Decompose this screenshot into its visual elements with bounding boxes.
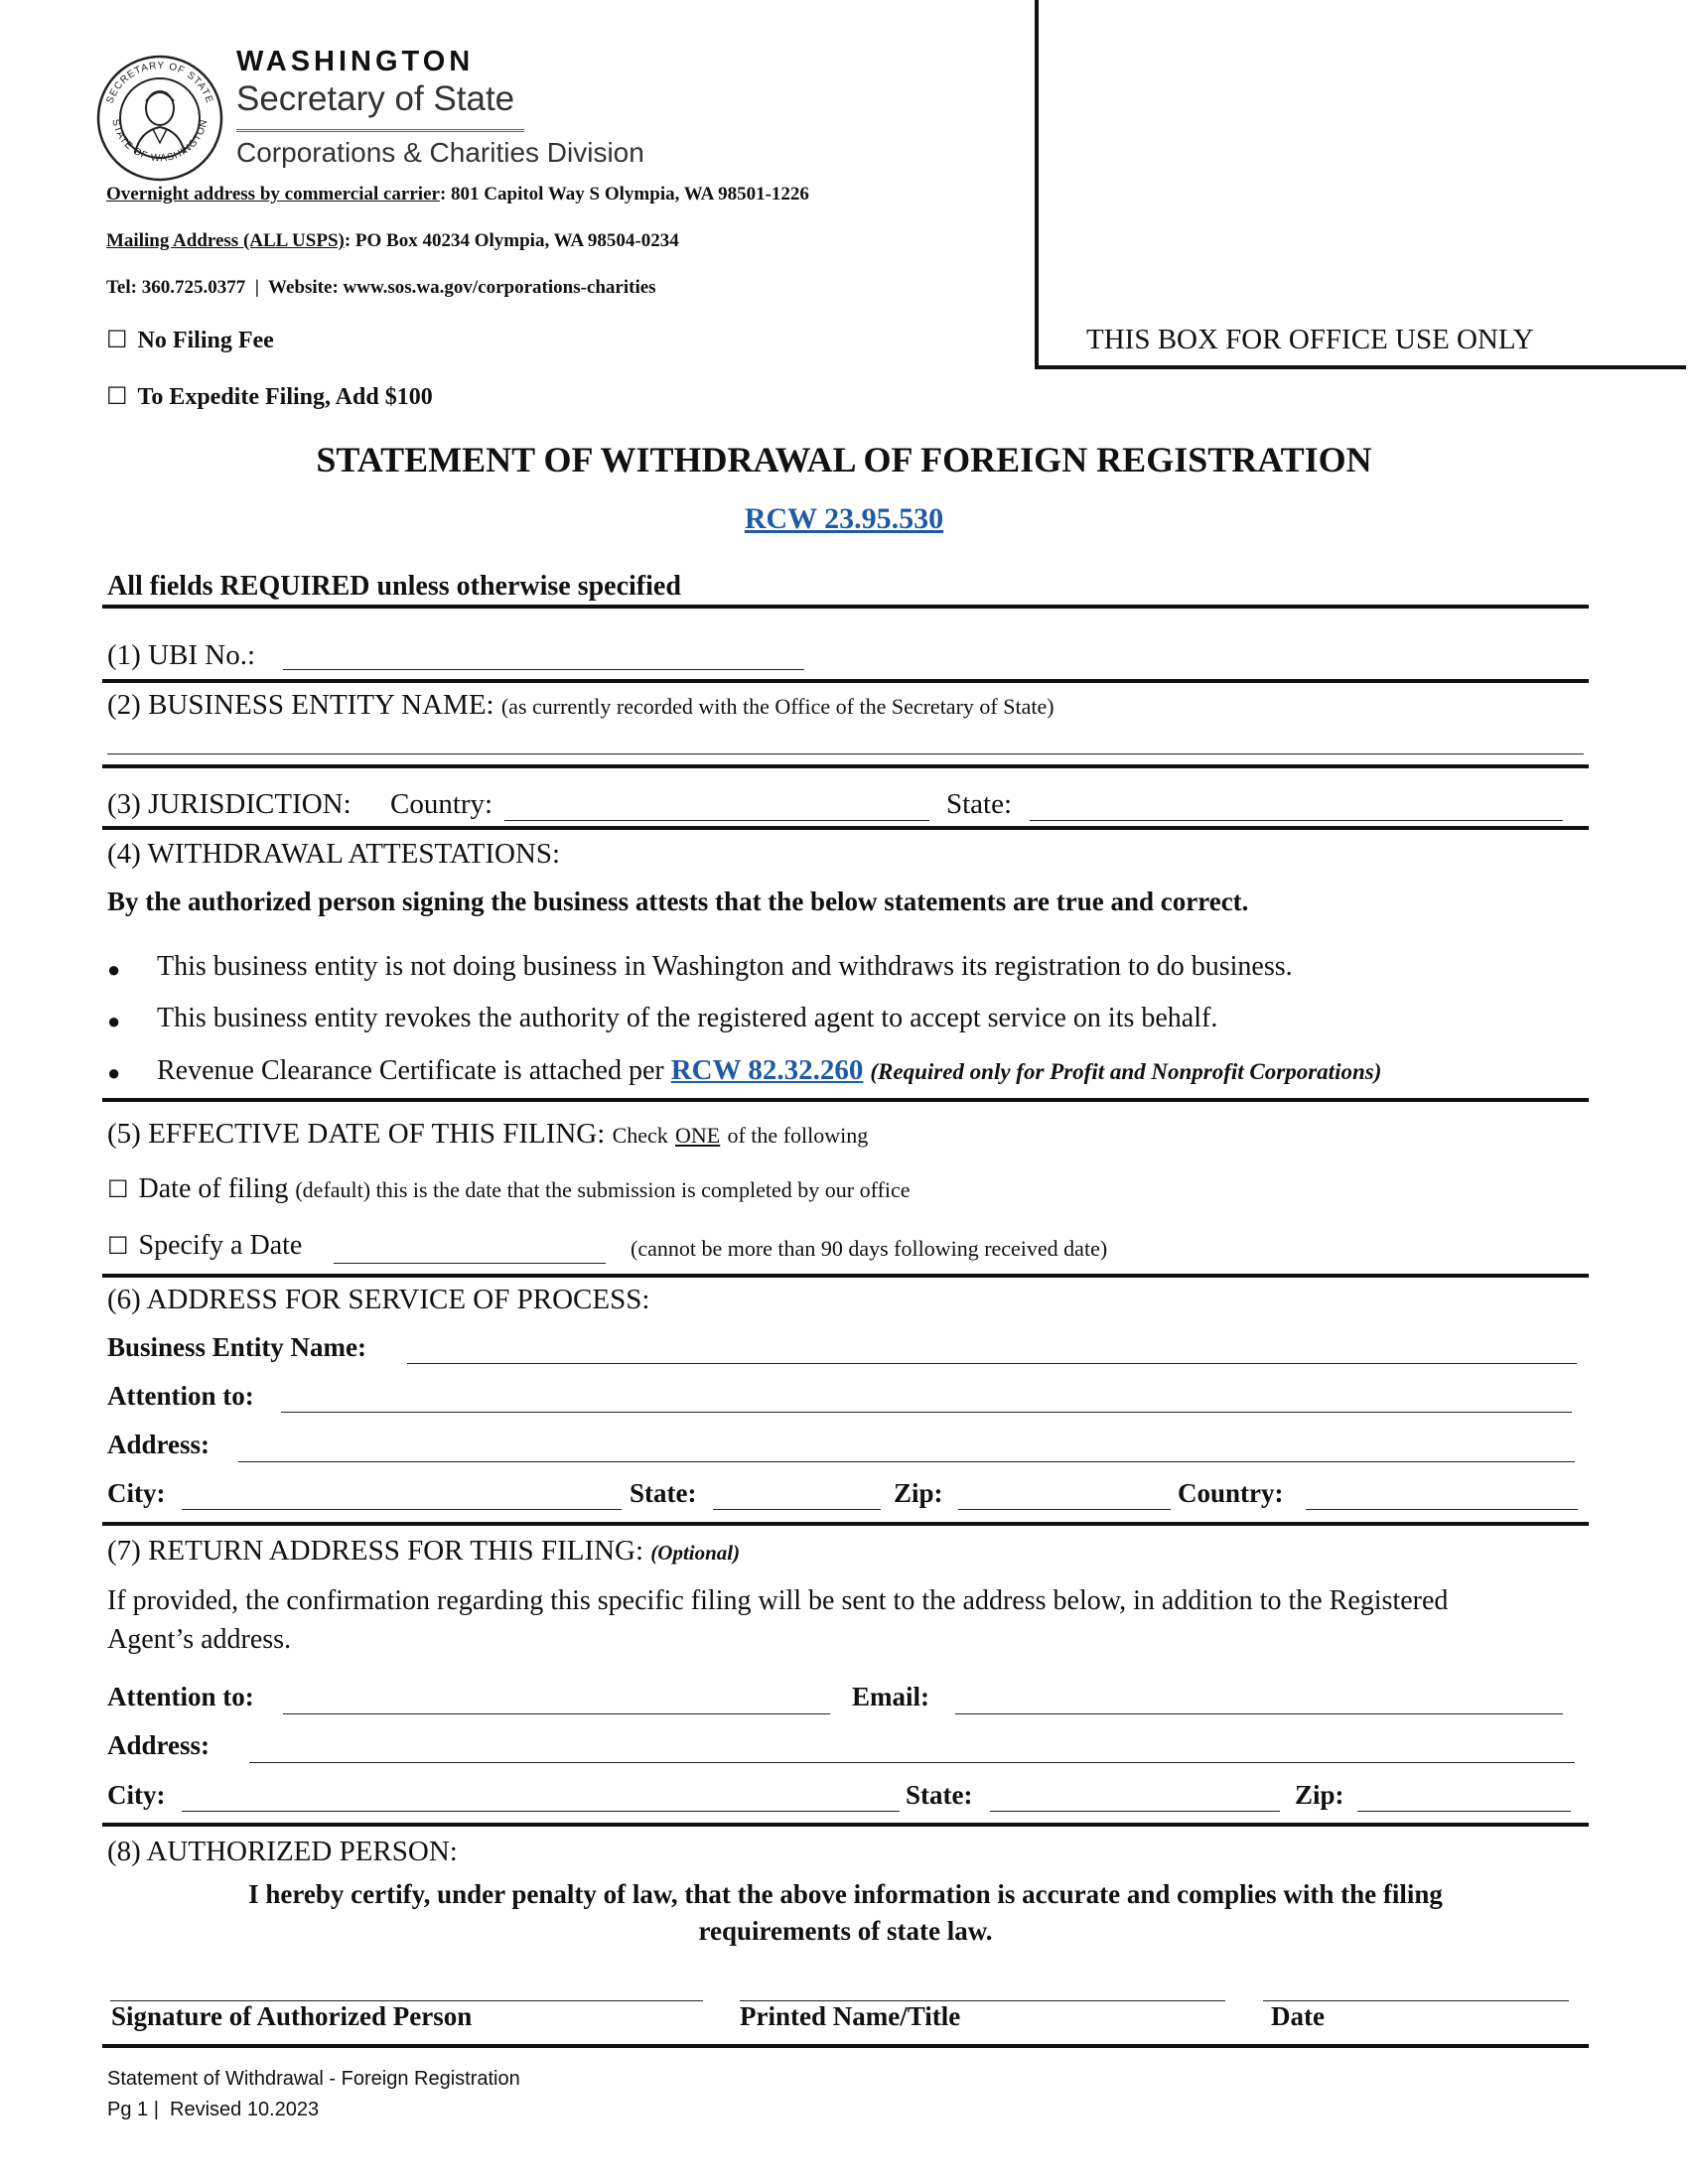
service-attention-label: Attention to: xyxy=(107,1381,254,1411)
rcw-link[interactable]: RCW 23.95.530 xyxy=(744,502,944,535)
return-zip-label: Zip: xyxy=(1295,1780,1344,1810)
certification-line-1: I hereby certify, under penalty of law, that the above information is accurate and complies with the filing xyxy=(248,1879,1443,1909)
certification-line-2: requirements of state law. xyxy=(698,1916,993,1946)
jurisdiction-label: (3) JURISDICTION: xyxy=(107,788,352,820)
required-note: All fields REQUIRED unless otherwise specified xyxy=(107,571,681,602)
bullet-icon: ● xyxy=(107,957,121,982)
service-city-input[interactable] xyxy=(182,1509,622,1510)
return-desc-2: Agent’s address. xyxy=(107,1624,292,1655)
return-zip-input[interactable] xyxy=(1357,1811,1571,1812)
expedite-label: To Expedite Filing, Add $100 xyxy=(137,384,433,410)
state-seal-icon xyxy=(95,54,224,183)
divider xyxy=(102,1823,1589,1827)
attestation-3-note: (Required only for Profit and Nonprofit Corporations) xyxy=(870,1059,1382,1084)
authorized-person-label: (8) AUTHORIZED PERSON: xyxy=(107,1836,458,1867)
return-address-label: (7) RETURN ADDRESS FOR THIS FILING: xyxy=(107,1535,644,1567)
service-entity-label: Business Entity Name: xyxy=(107,1332,367,1362)
entity-name-label: (2) BUSINESS ENTITY NAME: xyxy=(107,689,494,721)
bullet-icon: ● xyxy=(107,1060,121,1085)
bullet-icon: ● xyxy=(107,1009,121,1033)
service-entity-input[interactable] xyxy=(407,1363,1577,1364)
jurisdiction-country-label: Country: xyxy=(390,788,493,820)
no-filing-fee-label: No Filing Fee xyxy=(137,328,274,353)
attestations-intro: By the authorized person signing the business attests that the below statements are true and correct. xyxy=(107,887,1249,916)
seal-text-bottom: STATE OF WASHINGTON xyxy=(109,118,211,165)
specify-date-option[interactable] xyxy=(107,1230,302,1262)
return-city-label: City: xyxy=(107,1780,166,1810)
attestation-3 xyxy=(157,1054,1381,1087)
brand-division: Corporations & Charities Division xyxy=(236,137,644,168)
brand-washington: WASHINGTON xyxy=(236,46,475,77)
rcw-82-link[interactable]: RCW 82.32.260 xyxy=(670,1054,864,1086)
contact-line: Tel: 360.725.0377 | Website: www.sos.wa.gov/corporations-charities xyxy=(106,277,656,298)
service-zip-input[interactable] xyxy=(958,1509,1171,1510)
date-of-filing-option[interactable] xyxy=(107,1173,911,1205)
return-email-label: Email: xyxy=(852,1682,929,1711)
expedite-option[interactable] xyxy=(106,382,433,411)
entity-name-heading xyxy=(107,689,1055,722)
jurisdiction-country-input[interactable] xyxy=(504,820,929,821)
checkbox-icon[interactable]: ☐ xyxy=(106,382,128,410)
svg-text:SECRETARY OF STATE xyxy=(104,61,214,105)
return-email-input[interactable] xyxy=(955,1713,1563,1714)
attestations-label: (4) WITHDRAWAL ATTESTATIONS: xyxy=(107,838,561,870)
seal-text-top: SECRETARY OF STATE xyxy=(104,60,215,105)
service-address-field-label: Address: xyxy=(107,1430,211,1459)
form-title: STATEMENT OF WITHDRAWAL OF FOREIGN REGISTRATION xyxy=(316,440,1372,479)
date-label: Date xyxy=(1271,2001,1325,2031)
return-state-label: State: xyxy=(906,1780,973,1810)
specify-date-label: Specify a Date xyxy=(138,1230,303,1261)
divider xyxy=(102,1098,1589,1102)
date-of-filing-label: Date of filing xyxy=(138,1173,289,1204)
footer-form-name: Statement of Withdrawal - Foreign Registration xyxy=(107,2068,520,2090)
service-country-input[interactable] xyxy=(1306,1509,1578,1510)
service-city-label: City: xyxy=(107,1478,166,1508)
service-state-input[interactable] xyxy=(713,1509,881,1510)
specify-date-note: (cannot be more than 90 days following received date) xyxy=(631,1236,1108,1261)
attestation-3-text: Revenue Clearance Certificate is attached per xyxy=(157,1055,664,1086)
jurisdiction-state-label: State: xyxy=(946,788,1013,820)
entity-name-note: (as currently recorded with the Office of the Secretary of State) xyxy=(500,694,1055,719)
return-attention-label: Attention to: xyxy=(107,1682,254,1711)
check-pre: Check xyxy=(612,1123,668,1148)
return-address-field-label: Address: xyxy=(107,1730,211,1760)
ubi-label: (1) UBI No.: xyxy=(107,639,256,671)
mailing-label: Mailing Address (ALL USPS) xyxy=(106,230,345,251)
checkbox-icon[interactable]: ☐ xyxy=(107,1232,129,1260)
entity-name-input[interactable] xyxy=(107,753,1584,754)
brand-secretary-of-state: Secretary of State xyxy=(236,79,515,118)
divider xyxy=(102,679,1589,683)
attestation-2: This business entity revokes the authority of the registered agent to accept service on its behalf. xyxy=(157,1003,1218,1033)
return-desc-1: If provided, the confirmation regarding this specific filing will be sent to the address below, in addition to the Registered xyxy=(107,1585,1449,1616)
no-filing-fee-option[interactable] xyxy=(106,326,274,354)
checkbox-icon[interactable]: ☐ xyxy=(107,1175,129,1203)
jurisdiction-state-input[interactable] xyxy=(1030,820,1563,821)
check-post: of the following xyxy=(727,1123,869,1148)
footer-page-revised: Pg 1 | Revised 10.2023 xyxy=(107,2099,320,2120)
printed-name-label: Printed Name/Title xyxy=(740,2001,961,2031)
brand-divider xyxy=(236,129,524,132)
divider xyxy=(102,826,1589,830)
attestation-1: This business entity is not doing business in Washington and withdraws its registration to do business. xyxy=(157,951,1293,982)
service-attention-input[interactable] xyxy=(281,1412,1572,1413)
divider xyxy=(102,1274,1589,1278)
check-one: ONE xyxy=(675,1123,721,1148)
service-zip-label: Zip: xyxy=(894,1478,943,1508)
overnight-value: : 801 Capitol Way S Olympia, WA 98501-1226 xyxy=(439,184,809,205)
effective-date-label: (5) EFFECTIVE DATE OF THIS FILING: xyxy=(107,1118,606,1150)
service-address-label: (6) ADDRESS FOR SERVICE OF PROCESS: xyxy=(107,1284,650,1315)
effective-date-heading xyxy=(107,1118,868,1151)
overnight-label: Overnight address by commercial carrier xyxy=(106,184,440,205)
divider xyxy=(102,2044,1589,2048)
service-country-label: Country: xyxy=(1178,1478,1284,1508)
mailing-address xyxy=(106,230,679,252)
return-city-input[interactable] xyxy=(182,1811,900,1812)
divider xyxy=(102,1522,1589,1526)
return-address-heading xyxy=(107,1535,740,1568)
date-of-filing-note: (default) this is the date that the submission is completed by our office xyxy=(295,1177,911,1202)
divider xyxy=(102,605,1589,609)
overnight-address xyxy=(106,184,809,205)
return-attention-input[interactable] xyxy=(283,1713,830,1714)
ubi-input[interactable] xyxy=(283,669,804,670)
return-address-input[interactable] xyxy=(249,1762,1575,1763)
divider xyxy=(102,764,1589,768)
service-state-label: State: xyxy=(630,1478,697,1508)
office-use-label: THIS BOX FOR OFFICE USE ONLY xyxy=(1086,324,1534,355)
specify-date-input[interactable] xyxy=(334,1263,606,1264)
checkbox-icon[interactable]: ☐ xyxy=(106,326,128,353)
signature-label: Signature of Authorized Person xyxy=(111,2001,473,2031)
mailing-value: : PO Box 40234 Olympia, WA 98504-0234 xyxy=(344,230,679,251)
return-state-input[interactable] xyxy=(990,1811,1280,1812)
return-address-optional: (Optional) xyxy=(650,1541,741,1565)
office-use-box xyxy=(1035,0,1686,369)
service-address-input[interactable] xyxy=(238,1461,1575,1462)
